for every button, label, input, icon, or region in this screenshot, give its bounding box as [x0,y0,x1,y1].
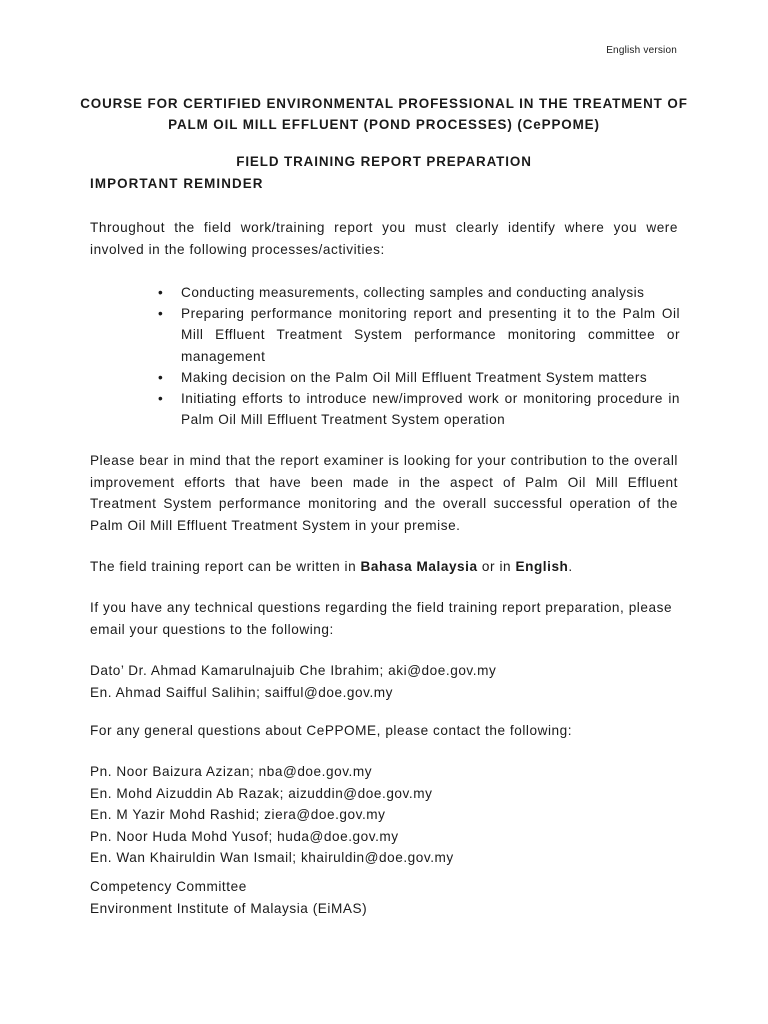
document-subtitle: FIELD TRAINING REPORT PREPARATION [236,154,532,169]
activities-list [155,282,680,430]
signature-institute: Environment Institute of Malaysia (EiMAS) [90,900,368,916]
list-item [155,388,680,430]
language-note-middle: or in [477,559,516,574]
list-item [155,303,680,367]
version-label: English version [606,45,677,56]
general-contacts [90,761,678,869]
bullet-icon: • [158,369,164,385]
document-title [60,93,708,135]
language-note-suffix: . [568,559,573,574]
technical-intro: If you have any technical questions regarding the field training report preparation, please email your questions to the following: [90,600,673,637]
list-item-text: Conducting measurements, collecting samples and conducting analysis [181,285,645,300]
general-intro: For any general questions about CePPOME, please contact the following: [90,723,573,738]
list-item-text: Preparing performance monitoring report and presenting it to the Palm Oil Mill Effluent Treatment System performance monitoring committee or management [181,306,680,364]
intro-paragraph: Throughout the field work/training report you must clearly identify where you were involved in the following processes/activities: [90,220,678,257]
language-note [90,556,678,578]
title-line-2: PALM OIL MILL EFFLUENT (POND PROCESSES) (CePPOME) [168,117,600,132]
language-bahasa-malaysia: Bahasa Malaysia [360,559,478,574]
bullet-icon: • [158,391,164,407]
technical-contacts [90,660,678,703]
contact-line: En. M Yazir Mohd Rashid; ziera@doe.gov.my [90,807,386,822]
signature-block [90,876,678,919]
reminder-heading: IMPORTANT REMINDER [90,176,264,191]
list-item-text: Making decision on the Palm Oil Mill Effluent Treatment System matters [181,369,648,385]
examiner-note: Please bear in mind that the report examiner is looking for your contribution to the overall improvement efforts that have been made in the aspect of Palm Oil Mill Effluent Treatment System performance monitoring and the overall successful operation of the Palm Oil Mill Effluent Treatment System in your premise. [90,453,678,533]
bullet-icon: • [158,285,164,300]
list-item [155,367,680,388]
contact-line: En. Ahmad Saifful Salihin; saifful@doe.gov.my [90,684,394,700]
signature-committee: Competency Committee [90,879,247,894]
title-line-1: COURSE FOR CERTIFIED ENVIRONMENTAL PROFESSIONAL IN THE TREATMENT OF [80,96,688,111]
bullet-icon: • [158,306,164,322]
contact-line: En. Wan Khairuldin Wan Ismail; khairuldin@doe.gov.my [90,850,454,865]
language-note-prefix: The field training report can be written in [90,559,361,574]
contact-line: Pn. Noor Huda Mohd Yusof; huda@doe.gov.my [90,828,399,844]
list-item [155,282,680,303]
contact-line: En. Mohd Aizuddin Ab Razak; aizuddin@doe.gov.my [90,785,433,801]
language-english: English [515,559,569,574]
contact-line: Pn. Noor Baizura Azizan; nba@doe.gov.my [90,764,373,779]
contact-line: Dato’ Dr. Ahmad Kamarulnajuib Che Ibrahim; aki@doe.gov.my [90,663,497,678]
list-item-text: Initiating efforts to introduce new/improved work or monitoring procedure in Palm Oil Mill Effluent Treatment System operation [181,391,680,428]
